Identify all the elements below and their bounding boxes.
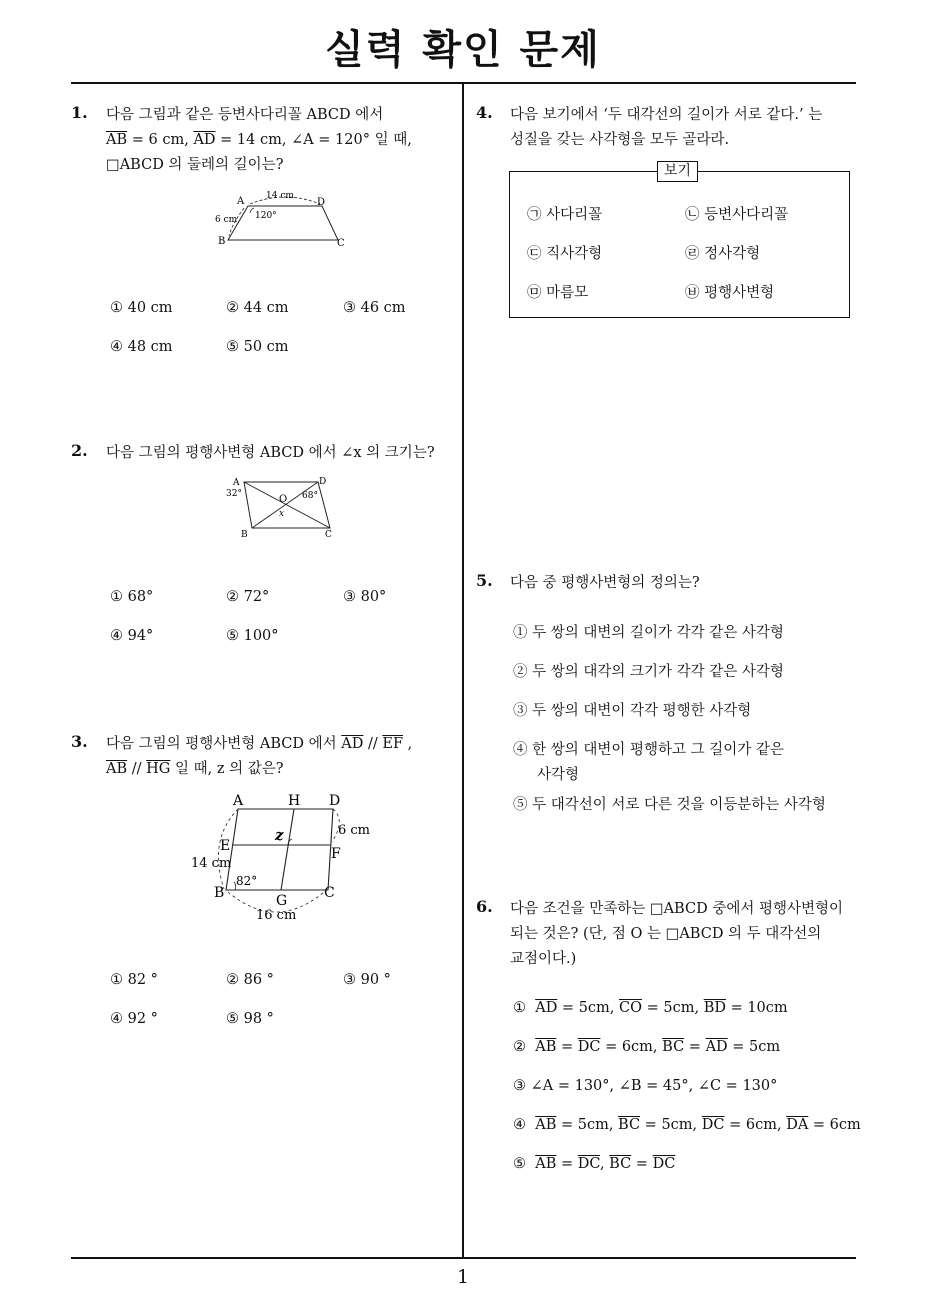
q1-line2: $\overline{AB} = 6$ cm, $\overline{AD} = 14$ cm, ∠A = 120° 일 때, <box>106 132 412 148</box>
q3-label-a: A <box>233 793 244 809</box>
q4-line1: 다음 보기에서 ‘두 대각선의 길이가 서로 같다.’ 는 <box>510 107 823 123</box>
q3-label-c: C <box>324 885 335 901</box>
q3-label-82deg: 82° <box>236 874 258 888</box>
q6-text <box>510 897 858 972</box>
q4-line2: 성질을 갖는 사각형을 모두 골라라. <box>510 132 730 148</box>
q3-label-14cm: 14 cm <box>191 856 232 871</box>
q5-option-2[interactable]: ② 두 쌍의 대각의 크기가 각각 같은 사각형 <box>513 664 784 680</box>
q1-option-4[interactable]: ④ 48 cm <box>110 339 173 355</box>
q4-item-6: ㉥ 평행사변형 <box>685 285 775 301</box>
page-title: 실력 확인 문제 <box>325 27 601 73</box>
q1-label-angle: 120° <box>255 211 277 221</box>
q3-option-1[interactable]: ① 82 ° <box>110 972 158 988</box>
q2-parallelogram-figure <box>222 474 342 544</box>
q1-label-a: A <box>237 196 245 207</box>
q4-bogi-box <box>509 171 850 318</box>
q1-option-2[interactable]: ② 44 cm <box>226 300 289 316</box>
q4-item-5: ㉤ 마름모 <box>527 285 589 301</box>
q1-line1: 다음 그림과 같은 등변사다리꼴 ABCD 에서 <box>106 107 384 123</box>
q2-angle-x: x <box>279 509 285 519</box>
q5-text: 다음 중 평행사변형의 정의는? <box>510 575 700 591</box>
q3-label-g: G <box>276 893 288 909</box>
q4-bogi-title: 보기 <box>657 161 698 182</box>
q6-line3: 교점이다.) <box>510 951 577 967</box>
q3-label-f: F <box>331 846 341 862</box>
q2-option-3[interactable]: ③ 80° <box>343 589 387 605</box>
q2-text: 다음 그림의 평행사변형 ABCD 에서 ∠x 의 크기는? <box>106 445 435 461</box>
column-divider <box>462 84 464 1258</box>
q1-label-c: C <box>337 238 345 249</box>
q3-option-4[interactable]: ④ 92 ° <box>110 1011 158 1027</box>
q5-option-3[interactable]: ③ 두 쌍의 대변이 각각 평행한 사각형 <box>513 703 752 719</box>
q2-label-c: C <box>325 530 332 540</box>
q1-line3: □ABCD 의 둘레의 길이는? <box>106 157 284 173</box>
q5-option-1[interactable]: ① 두 쌍의 대변의 길이가 각각 같은 사각형 <box>513 625 784 641</box>
q4-item-4: ㉣ 정사각형 <box>685 246 761 262</box>
q1-option-1[interactable]: ① 40 cm <box>110 300 173 316</box>
footer-rule <box>71 1257 856 1259</box>
q6-option-1[interactable]: ① $\overline{AD} = 5cm$, $\overline{CO} = 5cm$, $\overline{BD} = 10cm$ <box>513 1000 788 1016</box>
q6-number: 6. <box>476 897 493 916</box>
q3-parallelogram-figure <box>188 790 378 925</box>
q2-label-b: B <box>241 530 248 540</box>
q2-option-5[interactable]: ⑤ 100° <box>226 628 279 644</box>
page-number: 1 <box>456 1266 470 1288</box>
q2-option-1[interactable]: ① 68° <box>110 589 154 605</box>
q6-option-4[interactable]: ④ $\overline{AB} = 5cm$, $\overline{BC} = 5cm$, $\overline{DC} = 6cm$, $\overline{DA} = 6cm$ <box>513 1117 861 1133</box>
q3-label-d: D <box>329 793 341 809</box>
q3-option-2[interactable]: ② 86 ° <box>226 972 274 988</box>
q3-label-b: B <box>214 885 225 901</box>
q2-option-4[interactable]: ④ 94° <box>110 628 154 644</box>
q3-number: 3. <box>71 732 88 751</box>
q4-item-1: ㉠ 사다리꼴 <box>527 207 603 223</box>
q6-line2: 되는 것은? (단, 점 O 는 □ABCD 의 두 대각선의 <box>510 926 822 942</box>
q1-label-b: B <box>218 236 226 247</box>
q3-option-5[interactable]: ⑤ 98 ° <box>226 1011 274 1027</box>
q2-label-d: D <box>319 477 327 487</box>
q4-item-2: ㉡ 등변사다리꼴 <box>685 207 789 223</box>
q1-text <box>106 103 446 178</box>
q1-label-side: 6 cm <box>215 215 238 225</box>
q4-number: 4. <box>476 103 493 122</box>
q3-line1: 다음 그림의 평행사변형 ABCD 에서 $\overline{AD} // \overline{EF}$ , <box>106 736 413 752</box>
q6-option-5[interactable]: ⑤ $\overline{AB} = \overline{DC}$, $\overline{BC} = \overline{DC}$ <box>513 1156 676 1172</box>
q3-label-e: E <box>220 838 231 854</box>
q3-label-z: z <box>275 826 284 844</box>
q2-label-o: O <box>279 494 288 505</box>
q1-number: 1. <box>71 103 88 122</box>
q2-number: 2. <box>71 441 88 460</box>
q3-label-16cm: 16 cm <box>256 908 297 923</box>
q1-option-3[interactable]: ③ 46 cm <box>343 300 406 316</box>
q6-option-3[interactable]: ③ ∠A = 130°, ∠B = 45°, ∠C = 130° <box>513 1078 778 1094</box>
q1-trapezoid-figure <box>210 188 360 252</box>
q3-line2: $\overline{AB} // \overline{HG}$ 일 때, z 의 값은? <box>106 761 284 777</box>
q2-angle-32: 32° <box>226 489 242 499</box>
q5-option-4-cont[interactable]: 사각형 <box>537 767 580 783</box>
q3-label-6cm: 6 cm <box>338 823 371 838</box>
q1-label-top: 14 cm <box>266 191 294 201</box>
q5-number: 5. <box>476 571 493 590</box>
q2-option-2[interactable]: ② 72° <box>226 589 270 605</box>
q6-option-2[interactable]: ② $\overline{AB} = \overline{DC} = 6cm$, $\overline{BC} = \overline{AD} = 5cm$ <box>513 1039 781 1055</box>
q3-option-3[interactable]: ③ 90 ° <box>343 972 391 988</box>
q2-angle-68: 68° <box>302 491 318 501</box>
q4-item-3: ㉢ 직사각형 <box>527 246 603 262</box>
q2-label-a: A <box>233 478 240 488</box>
q5-option-4[interactable]: ④ 한 쌍의 대변이 평행하고 그 길이가 같은 <box>513 742 784 758</box>
q6-line1: 다음 조건을 만족하는 □ABCD 중에서 평행사변형이 <box>510 901 843 917</box>
q1-label-d: D <box>317 197 326 208</box>
q1-option-5[interactable]: ⑤ 50 cm <box>226 339 289 355</box>
q3-text <box>106 732 456 782</box>
q3-label-h: H <box>288 793 301 809</box>
q4-text <box>510 103 855 153</box>
q5-option-5[interactable]: ⑤ 두 대각선이 서로 다른 것을 이등분하는 사각형 <box>513 797 826 813</box>
